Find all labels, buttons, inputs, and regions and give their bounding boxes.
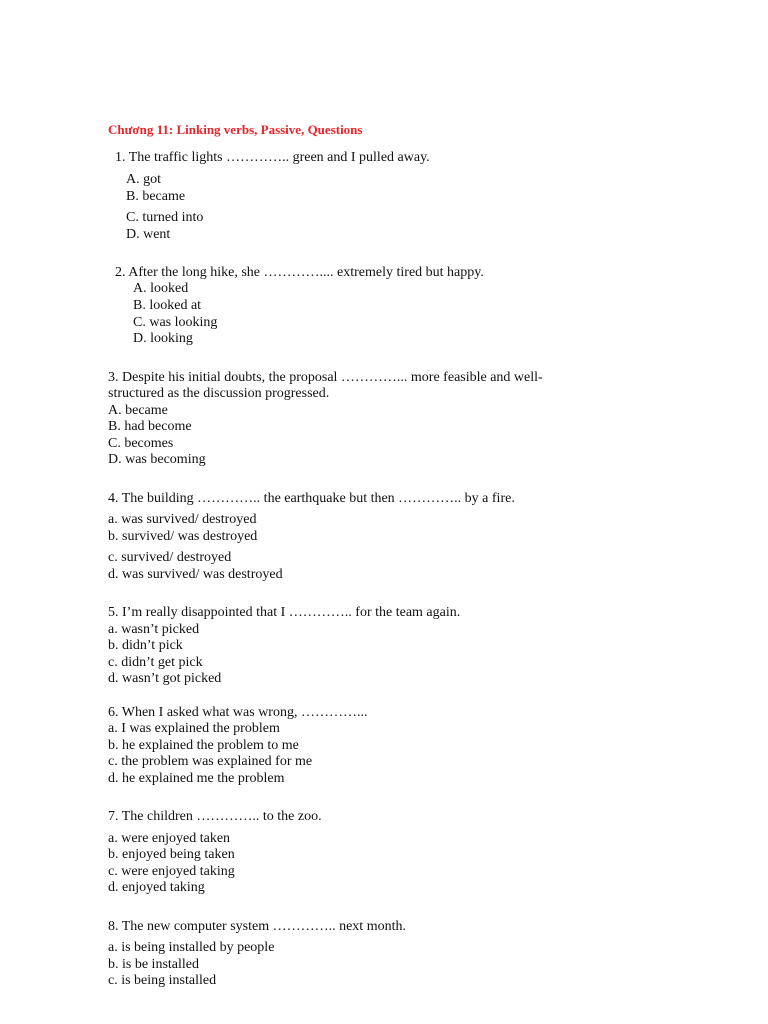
- question-8-stem: 8. The new computer system ………….. next month.: [108, 919, 406, 934]
- question-2-stem: 2. After the long hike, she ………….... extremely tired but happy.: [115, 265, 484, 280]
- question-2-option-b: B. looked at: [133, 298, 202, 313]
- question-5-option-a: a. wasn’t picked: [108, 622, 200, 637]
- chapter-title: Chương 11: Linking verbs, Passive, Questions: [108, 122, 363, 137]
- question-5-option-c: c. didn’t get pick: [108, 655, 203, 670]
- question-1-option-a: A. got: [126, 172, 161, 187]
- question-8-option-a: a. is being installed by people: [108, 940, 275, 955]
- question-7-option-b: b. enjoyed being taken: [108, 847, 235, 862]
- question-1-option-d: D. went: [126, 227, 171, 242]
- question-4-option-b: b. survived/ was destroyed: [108, 529, 258, 544]
- question-3-option-c: C. becomes: [108, 436, 174, 451]
- question-1-option-c: C. turned into: [126, 210, 204, 225]
- question-3-stem: 3. Despite his initial doubts, the proposal …………... more feasible and well-: [108, 370, 543, 385]
- question-7-option-a: a. were enjoyed taken: [108, 831, 231, 846]
- question-8-option-c: c. is being installed: [108, 973, 217, 988]
- question-5-option-b: b. didn’t pick: [108, 638, 183, 653]
- question-3-option-d: D. was becoming: [108, 452, 206, 467]
- question-4-stem: 4. The building ………….. the earthquake but then ………….. by a fire.: [108, 491, 515, 506]
- question-4-option-d: d. was survived/ was destroyed: [108, 567, 283, 582]
- question-2-option-a: A. looked: [133, 281, 189, 296]
- question-7-option-c: c. were enjoyed taking: [108, 864, 235, 879]
- question-1-stem: 1. The traffic lights ………….. green and I pulled away.: [115, 150, 430, 165]
- question-5-stem: 5. I’m really disappointed that I ………….. for the team again.: [108, 605, 461, 620]
- question-4-option-c: c. survived/ destroyed: [108, 550, 232, 565]
- question-8-option-b: b. is be installed: [108, 957, 199, 972]
- question-4-option-a: a. was survived/ destroyed: [108, 512, 257, 527]
- question-6-option-b: b. he explained the problem to me: [108, 738, 299, 753]
- question-3-option-a: A. became: [108, 403, 168, 418]
- question-6-option-d: d. he explained me the problem: [108, 771, 285, 786]
- question-3-stem-continued: structured as the discussion progressed.: [108, 386, 330, 401]
- question-6-stem: 6. When I asked what was wrong, …………...: [108, 705, 368, 720]
- question-7-stem: 7. The children ………….. to the zoo.: [108, 809, 322, 824]
- question-1-option-b: B. became: [126, 189, 186, 204]
- question-5-option-d: d. wasn’t got picked: [108, 671, 222, 686]
- question-2-option-d: D. looking: [133, 331, 193, 346]
- question-6-option-c: c. the problem was explained for me: [108, 754, 313, 769]
- question-3-option-b: B. had become: [108, 419, 192, 434]
- question-6-option-a: a. I was explained the problem: [108, 721, 280, 736]
- question-7-option-d: d. enjoyed taking: [108, 880, 205, 895]
- question-2-option-c: C. was looking: [133, 315, 218, 330]
